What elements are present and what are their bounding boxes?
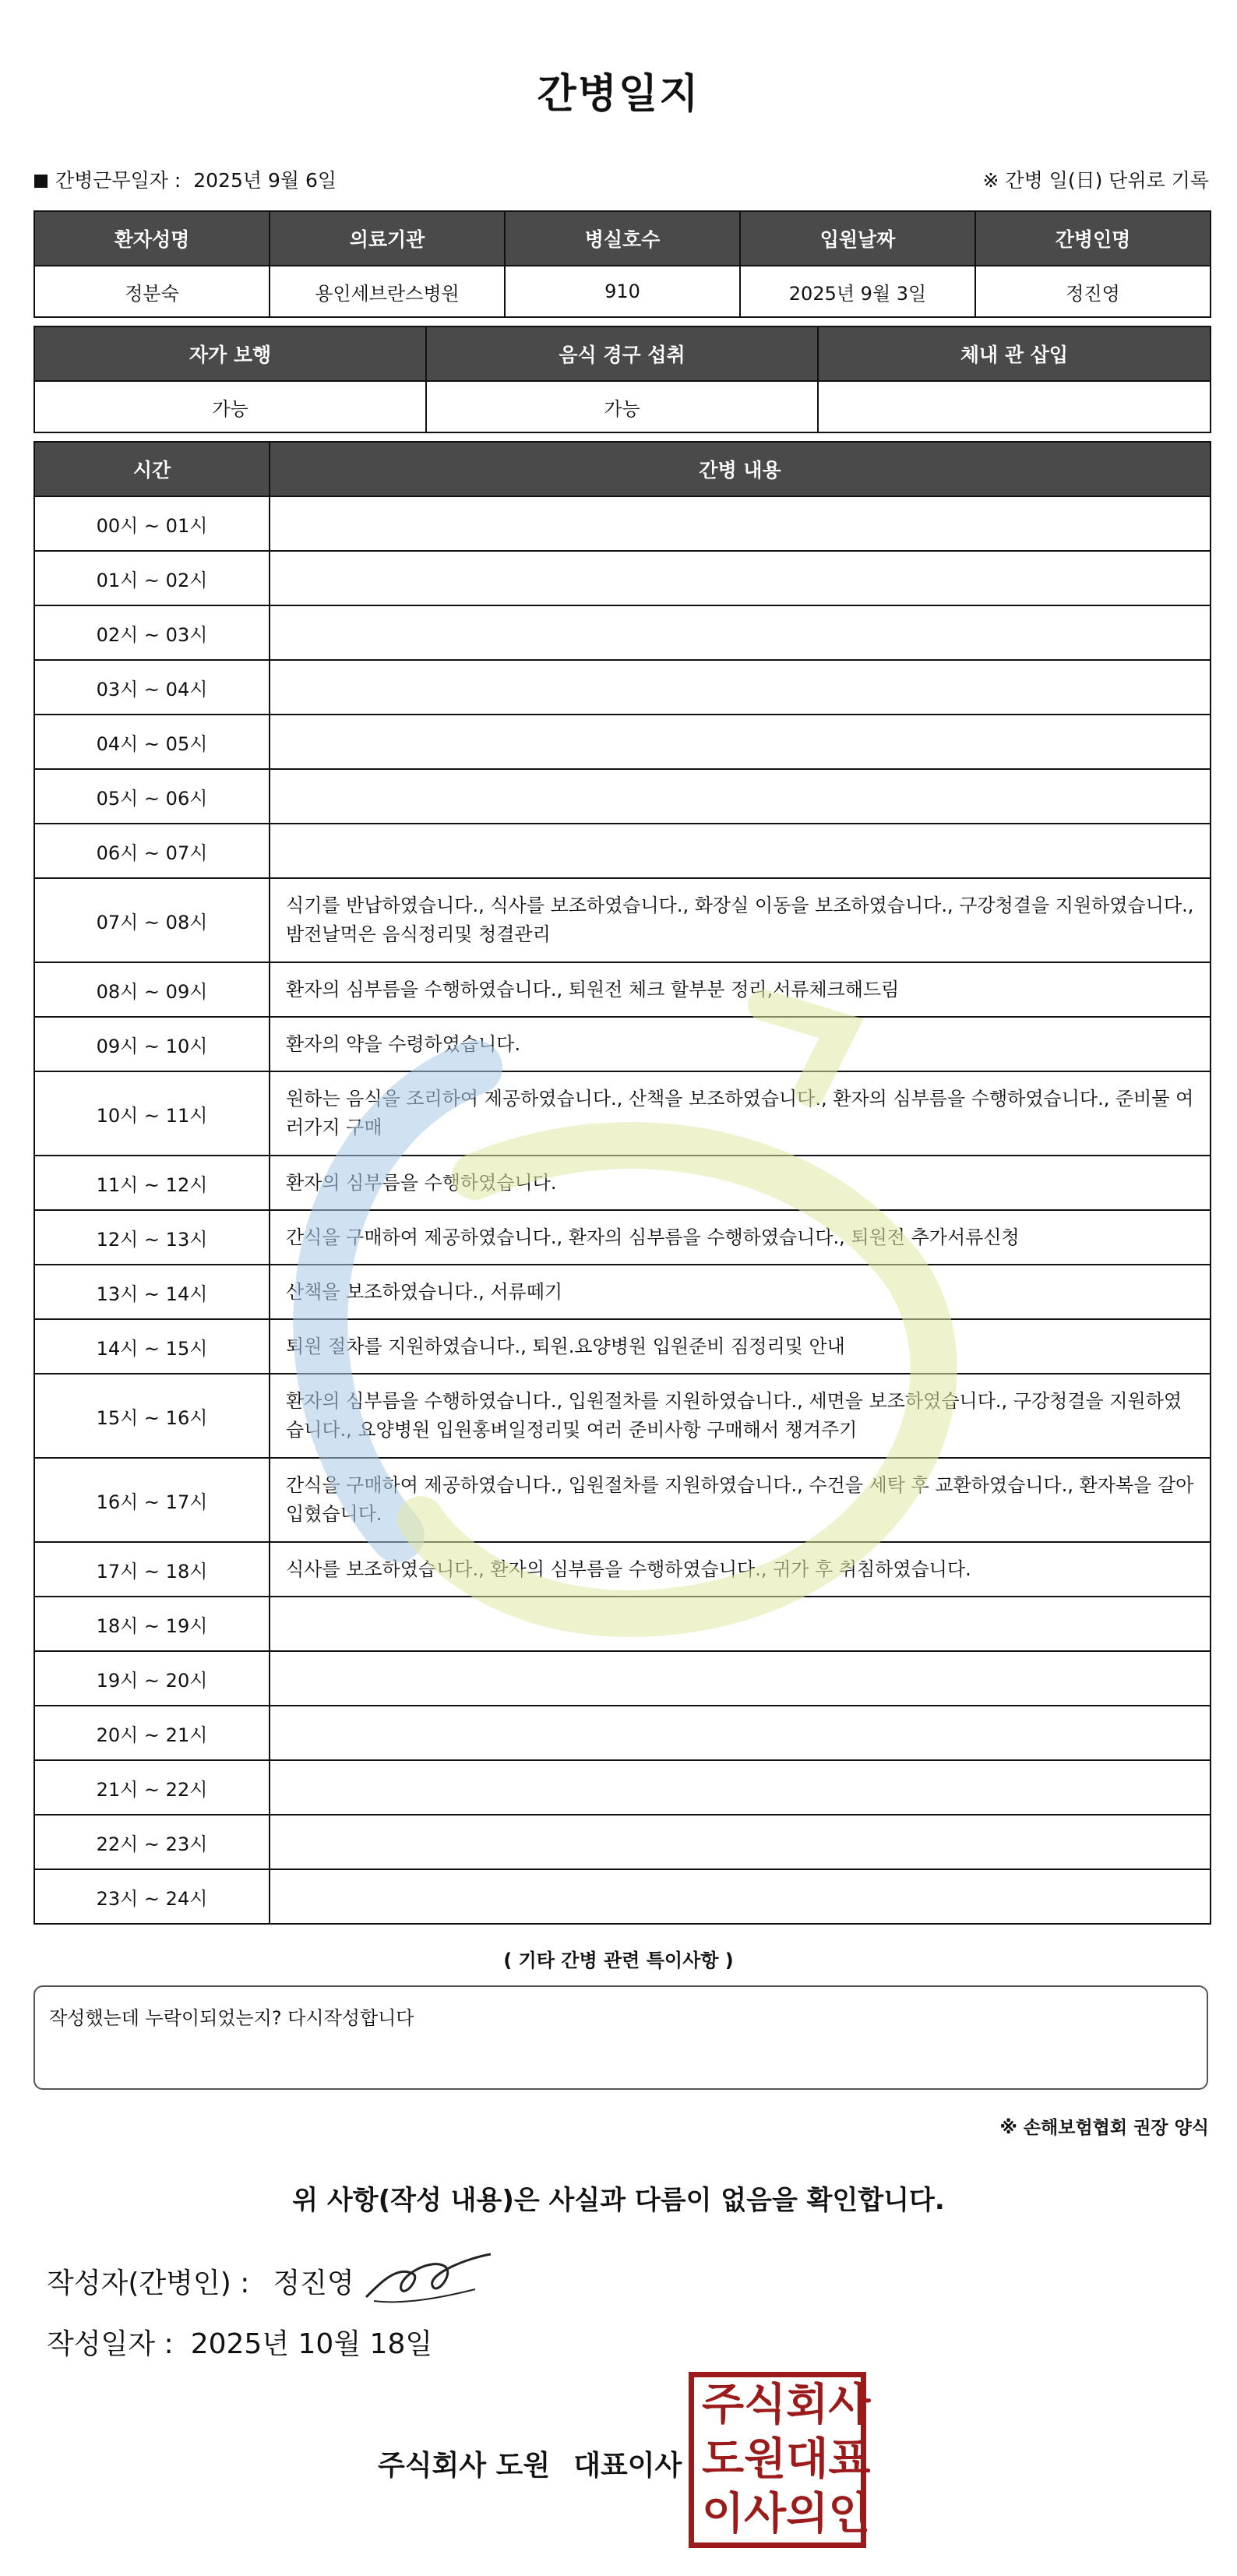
log-content: 원하는 음식을 조리하여 제공하였습니다., 산책을 보조하였습니다., 환자의 심부름을 수행하였습니다., 준비물 여러가지 구매 bbox=[270, 1071, 1211, 1156]
seal-char: 인 bbox=[828, 2488, 871, 2539]
writer-label: 작성자(간병인) : bbox=[47, 2267, 250, 2299]
log-content: 식사를 보조하였습니다., 환자의 심부름을 수행하였습니다., 귀가 후 취침하였습니다. bbox=[270, 1542, 1211, 1597]
log-rows bbox=[34, 496, 1211, 1924]
room-number: 910 bbox=[505, 266, 740, 317]
log-content bbox=[270, 660, 1211, 715]
log-time: 14시 ~ 15시 bbox=[34, 1319, 270, 1374]
seal-char: 식 bbox=[744, 2379, 787, 2430]
seal-char: 주 bbox=[702, 2379, 745, 2430]
log-content: 산책을 보조하였습니다., 서류떼기 bbox=[270, 1265, 1211, 1319]
company-seal-stamp bbox=[689, 2372, 871, 2548]
log-row bbox=[34, 605, 1211, 660]
log-time: 16시 ~ 17시 bbox=[34, 1458, 270, 1542]
work-date bbox=[34, 165, 337, 193]
log-time: 13시 ~ 14시 bbox=[34, 1265, 270, 1319]
log-content bbox=[270, 1651, 1211, 1706]
log-content bbox=[270, 1597, 1211, 1651]
log-row bbox=[34, 1017, 1211, 1071]
log-content: 환자의 심부름을 수행하였습니다. bbox=[270, 1156, 1211, 1210]
log-content: 퇴원 절차를 지원하였습니다., 퇴원.요양병원 입원준비 짐정리및 안내 bbox=[270, 1319, 1211, 1374]
seal-char: 표 bbox=[828, 2433, 871, 2485]
seal-char: 사 bbox=[828, 2379, 871, 2430]
log-content bbox=[270, 1760, 1211, 1815]
log-time: 20시 ~ 21시 bbox=[34, 1706, 270, 1760]
company-line bbox=[378, 2444, 682, 2483]
writer-line bbox=[47, 2261, 354, 2301]
log-time: 06시 ~ 07시 bbox=[34, 824, 270, 878]
log-content: 환자의 심부름을 수행하였습니다., 입원절차를 지원하였습니다., 세면을 보조하였습니다., 구강청결을 지원하였습니다., 요양병원 입원홍벼일정리및 여러 준비사항 구매해서 챙겨주기 bbox=[270, 1374, 1211, 1458]
header-care-content: 간병 내용 bbox=[270, 442, 1211, 496]
header-tube-insertion: 체내 관 삽입 bbox=[818, 326, 1211, 381]
hourly-log-table bbox=[33, 441, 1211, 1925]
company-title: 대표이사 bbox=[573, 2450, 682, 2482]
log-content bbox=[270, 1869, 1211, 1924]
log-row bbox=[34, 1542, 1211, 1597]
log-content bbox=[270, 551, 1211, 605]
log-row bbox=[34, 660, 1211, 715]
self-walking: 가능 bbox=[34, 381, 426, 432]
square-bullet-icon bbox=[34, 175, 48, 188]
log-content: 환자의 심부름을 수행하였습니다., 퇴원전 체크 할부분 정리,서류체크해드림 bbox=[270, 962, 1211, 1017]
log-time: 00시 ~ 01시 bbox=[34, 496, 270, 551]
special-notes-box: 작성했는데 누락이되었는지? 다시작성합니다 bbox=[33, 1985, 1208, 2090]
log-row bbox=[34, 1597, 1211, 1651]
unit-note: ※ 간병 일(日) 단위로 기록 bbox=[982, 169, 1209, 192]
log-row bbox=[34, 1071, 1211, 1156]
header-admission-date: 입원날짜 bbox=[740, 211, 975, 266]
log-row bbox=[34, 962, 1211, 1017]
special-notes-title: ( 기타 간병 관련 특이사항 ) bbox=[503, 1950, 734, 1971]
seal-line bbox=[694, 2377, 871, 2432]
work-date-label: 간병근무일자 : bbox=[55, 169, 181, 192]
log-content: 간식을 구매하여 제공하였습니다., 환자의 심부름을 수행하였습니다., 퇴원전 추가서류신청 bbox=[270, 1210, 1211, 1265]
log-content: 환자의 약을 수령하였습니다. bbox=[270, 1017, 1211, 1071]
write-date-label: 작성일자 : bbox=[47, 2328, 174, 2360]
seal-char: 회 bbox=[786, 2379, 829, 2430]
write-date-value: 2025년 10월 18일 bbox=[190, 2328, 433, 2360]
patient-name: 정분숙 bbox=[34, 266, 270, 317]
seal-char: 사 bbox=[744, 2488, 787, 2539]
log-time: 21시 ~ 22시 bbox=[34, 1760, 270, 1815]
header-oral-intake: 음식 경구 섭취 bbox=[426, 326, 818, 381]
header-self-walking: 자가 보행 bbox=[34, 326, 426, 381]
log-content bbox=[270, 824, 1211, 878]
document-title: 간병일지 bbox=[537, 71, 700, 118]
log-row bbox=[34, 1319, 1211, 1374]
log-content bbox=[270, 715, 1211, 769]
log-row bbox=[34, 1869, 1211, 1924]
log-time: 17시 ~ 18시 bbox=[34, 1542, 270, 1597]
log-time: 05시 ~ 06시 bbox=[34, 769, 270, 824]
log-time: 12시 ~ 13시 bbox=[34, 1210, 270, 1265]
patient-info-table bbox=[33, 210, 1211, 318]
log-content bbox=[270, 769, 1211, 824]
seal-char: 원 bbox=[744, 2433, 787, 2485]
hospital: 용인세브란스병원 bbox=[270, 266, 505, 317]
log-time: 15시 ~ 16시 bbox=[34, 1374, 270, 1458]
form-note: ※ 손해보험협회 권장 양식 bbox=[999, 2118, 1209, 2138]
log-time: 10시 ~ 11시 bbox=[34, 1071, 270, 1156]
log-row bbox=[34, 1210, 1211, 1265]
log-time: 22시 ~ 23시 bbox=[34, 1815, 270, 1869]
writer-name: 정진영 bbox=[273, 2267, 354, 2299]
tube-insertion bbox=[818, 381, 1211, 432]
log-row bbox=[34, 1265, 1211, 1319]
log-time: 02시 ~ 03시 bbox=[34, 605, 270, 660]
log-time: 01시 ~ 02시 bbox=[34, 551, 270, 605]
log-row bbox=[34, 1458, 1211, 1542]
company-name: 주식회사 도원 bbox=[378, 2450, 551, 2482]
log-time: 19시 ~ 20시 bbox=[34, 1651, 270, 1706]
log-time: 09시 ~ 10시 bbox=[34, 1017, 270, 1071]
log-row bbox=[34, 1374, 1211, 1458]
log-row bbox=[34, 1815, 1211, 1869]
oral-intake: 가능 bbox=[426, 381, 818, 432]
log-row bbox=[34, 1651, 1211, 1706]
log-row bbox=[34, 1156, 1211, 1210]
log-row bbox=[34, 824, 1211, 878]
log-time: 07시 ~ 08시 bbox=[34, 878, 270, 962]
log-row bbox=[34, 1706, 1211, 1760]
admission-date: 2025년 9월 3일 bbox=[740, 266, 975, 317]
log-content bbox=[270, 496, 1211, 551]
log-time: 11시 ~ 12시 bbox=[34, 1156, 270, 1210]
log-time: 03시 ~ 04시 bbox=[34, 660, 270, 715]
log-time: 08시 ~ 09시 bbox=[34, 962, 270, 1017]
patient-status-table bbox=[33, 326, 1211, 433]
confirmation-statement: 위 사항(작성 내용)은 사실과 다름이 없음을 확인합니다. bbox=[292, 2185, 945, 2216]
log-time: 18시 ~ 19시 bbox=[34, 1597, 270, 1651]
seal-line bbox=[694, 2432, 871, 2486]
header-patient-name: 환자성명 bbox=[34, 211, 270, 266]
seal-char: 대 bbox=[786, 2433, 829, 2485]
log-content: 간식을 구매하여 제공하였습니다., 입원절차를 지원하였습니다., 수건을 세탁 후 교환하였습니다., 환자복을 갈아입혔습니다. bbox=[270, 1458, 1211, 1542]
log-row bbox=[34, 1760, 1211, 1815]
work-date-value: 2025년 9월 6일 bbox=[193, 169, 337, 192]
log-content bbox=[270, 1706, 1211, 1760]
header-caregiver: 간병인명 bbox=[975, 211, 1211, 266]
log-row bbox=[34, 496, 1211, 551]
log-row bbox=[34, 715, 1211, 769]
log-content bbox=[270, 605, 1211, 660]
header-time: 시간 bbox=[34, 442, 270, 496]
log-row bbox=[34, 551, 1211, 605]
signature-image bbox=[358, 2243, 499, 2313]
log-content: 식기를 반납하였습니다., 식사를 보조하였습니다., 화장실 이동을 보조하였습니다., 구강청결을 지원하였습니다., 밤전날먹은 음식정리및 청결관리 bbox=[270, 878, 1211, 962]
seal-line bbox=[694, 2486, 871, 2541]
caregiver-name: 정진영 bbox=[975, 266, 1211, 317]
seal-char: 도 bbox=[702, 2433, 745, 2485]
log-content bbox=[270, 1815, 1211, 1869]
seal-char: 의 bbox=[786, 2488, 829, 2539]
header-hospital: 의료기관 bbox=[270, 211, 505, 266]
header-room: 병실호수 bbox=[505, 211, 740, 266]
write-date-line bbox=[47, 2322, 432, 2362]
log-row bbox=[34, 878, 1211, 962]
log-time: 23시 ~ 24시 bbox=[34, 1869, 270, 1924]
log-time: 04시 ~ 05시 bbox=[34, 715, 270, 769]
log-row bbox=[34, 769, 1211, 824]
seal-char: 이 bbox=[702, 2488, 745, 2539]
